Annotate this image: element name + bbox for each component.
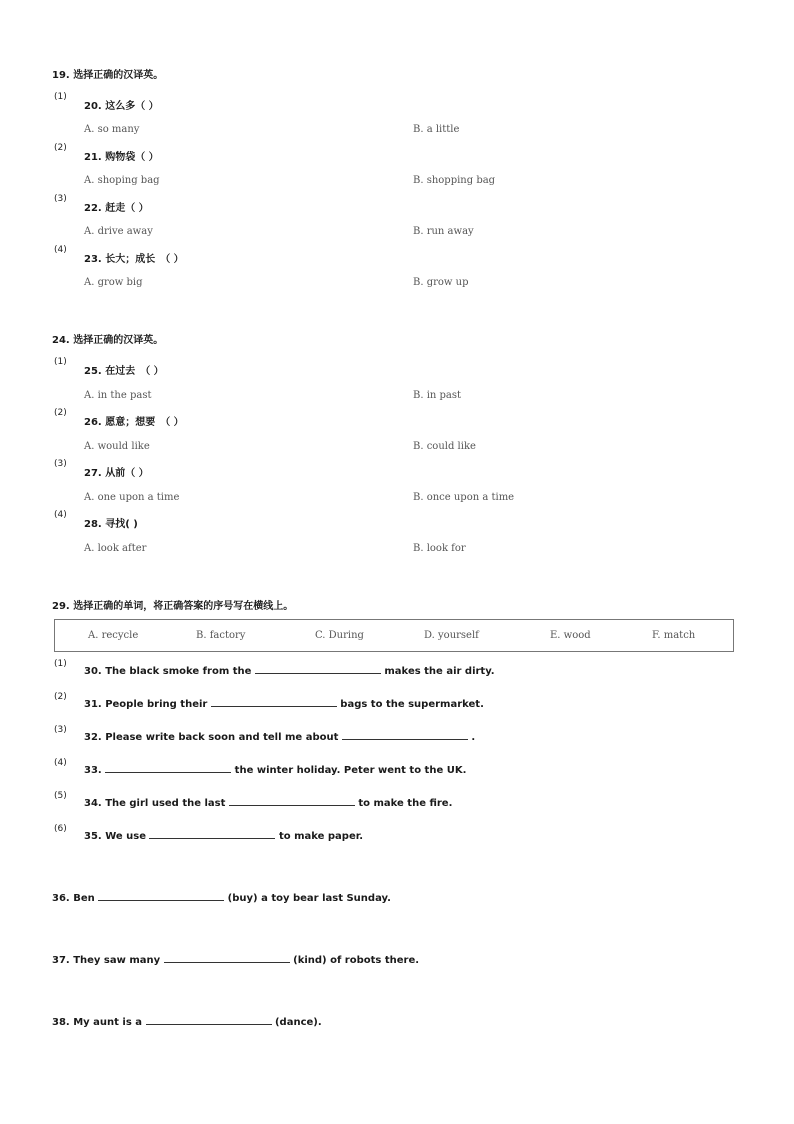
option-a[interactable]: A. would like bbox=[84, 441, 150, 452]
word-option-d: D. yourself bbox=[424, 630, 479, 641]
question-26: 26. 愿意；想要 （ ） bbox=[84, 417, 184, 428]
sub-number: (4) bbox=[54, 510, 67, 520]
sub-number: (6) bbox=[54, 824, 67, 834]
answer-blank[interactable] bbox=[105, 763, 231, 773]
question-22: 22. 赶走（ ） bbox=[84, 203, 149, 214]
option-b[interactable]: B. look for bbox=[413, 543, 466, 554]
option-a[interactable]: A. one upon a time bbox=[84, 492, 180, 503]
question-27: 27. 从前（ ） bbox=[84, 468, 149, 479]
sub-number: (3) bbox=[54, 194, 67, 204]
answer-blank[interactable] bbox=[146, 1015, 272, 1025]
word-option-c: C. During bbox=[315, 630, 364, 641]
fill-sentence-35: 35. We use to make paper. bbox=[84, 831, 364, 842]
option-b[interactable]: B. could like bbox=[413, 441, 476, 452]
fill-sentence-33: 33. the winter holiday. Peter went to the UK. bbox=[84, 765, 467, 776]
sub-number: (2) bbox=[54, 143, 67, 153]
option-a[interactable]: A. so many bbox=[84, 124, 140, 135]
word-option-e: E. wood bbox=[550, 630, 591, 641]
answer-blank[interactable] bbox=[164, 953, 290, 963]
option-a[interactable]: A. grow big bbox=[84, 277, 143, 288]
fill-sentence-34: 34. The girl used the last to make the fire. bbox=[84, 798, 453, 809]
option-b[interactable]: B. once upon a time bbox=[413, 492, 515, 503]
answer-blank[interactable] bbox=[211, 697, 337, 707]
fill-sentence-30: 30. The black smoke from the makes the air dirty. bbox=[84, 666, 495, 677]
answer-blank[interactable] bbox=[149, 829, 275, 839]
sub-number: (4) bbox=[54, 245, 67, 255]
sub-number: (1) bbox=[54, 92, 67, 102]
section-29-heading: 29. 选择正确的单词，将正确答案的序号写在横线上。 bbox=[52, 601, 294, 612]
word-option-f: F. match bbox=[652, 630, 696, 641]
sub-number: (3) bbox=[54, 725, 67, 735]
question-25: 25. 在过去 （ ） bbox=[84, 366, 164, 377]
question-23: 23. 长大；成长 （ ） bbox=[84, 254, 184, 265]
sub-number: (1) bbox=[54, 357, 67, 367]
fill-sentence-31: 31. People bring their bags to the supermarket. bbox=[84, 699, 484, 710]
option-a[interactable]: A. drive away bbox=[84, 226, 153, 237]
fill-sentence-36: 36. Ben (buy) a toy bear last Sunday. bbox=[52, 893, 391, 904]
option-a[interactable]: A. look after bbox=[84, 543, 147, 554]
option-a[interactable]: A. in the past bbox=[84, 390, 152, 401]
answer-blank[interactable] bbox=[229, 796, 355, 806]
sub-number: (5) bbox=[54, 791, 67, 801]
option-b[interactable]: B. run away bbox=[413, 226, 474, 237]
option-b[interactable]: B. grow up bbox=[413, 277, 469, 288]
option-b[interactable]: B. in past bbox=[413, 390, 462, 401]
word-option-b: B. factory bbox=[196, 630, 246, 641]
fill-sentence-32: 32. Please write back soon and tell me about . bbox=[84, 732, 476, 743]
sub-number: (2) bbox=[54, 408, 67, 418]
question-21: 21. 购物袋（ ） bbox=[84, 152, 159, 163]
word-option-a: A. recycle bbox=[88, 630, 139, 641]
question-20: 20. 这么多（ ） bbox=[84, 101, 159, 112]
answer-blank[interactable] bbox=[98, 891, 224, 901]
answer-blank[interactable] bbox=[255, 664, 381, 674]
section-24-heading: 24. 选择正确的汉译英。 bbox=[52, 335, 164, 346]
option-a[interactable]: A. shoping bag bbox=[84, 175, 160, 186]
sub-number: (4) bbox=[54, 758, 67, 768]
answer-blank[interactable] bbox=[342, 730, 468, 740]
sub-number: (1) bbox=[54, 659, 67, 669]
sub-number: (2) bbox=[54, 692, 67, 702]
section-19-heading: 19. 选择正确的汉译英。 bbox=[52, 70, 164, 81]
option-b[interactable]: B. a little bbox=[413, 124, 460, 135]
option-b[interactable]: B. shopping bag bbox=[413, 175, 496, 186]
fill-sentence-38: 38. My aunt is a (dance). bbox=[52, 1017, 322, 1028]
sub-number: (3) bbox=[54, 459, 67, 469]
word-bank-box bbox=[54, 619, 734, 652]
question-28: 28. 寻找( ) bbox=[84, 519, 138, 530]
fill-sentence-37: 37. They saw many (kind) of robots there. bbox=[52, 955, 420, 966]
